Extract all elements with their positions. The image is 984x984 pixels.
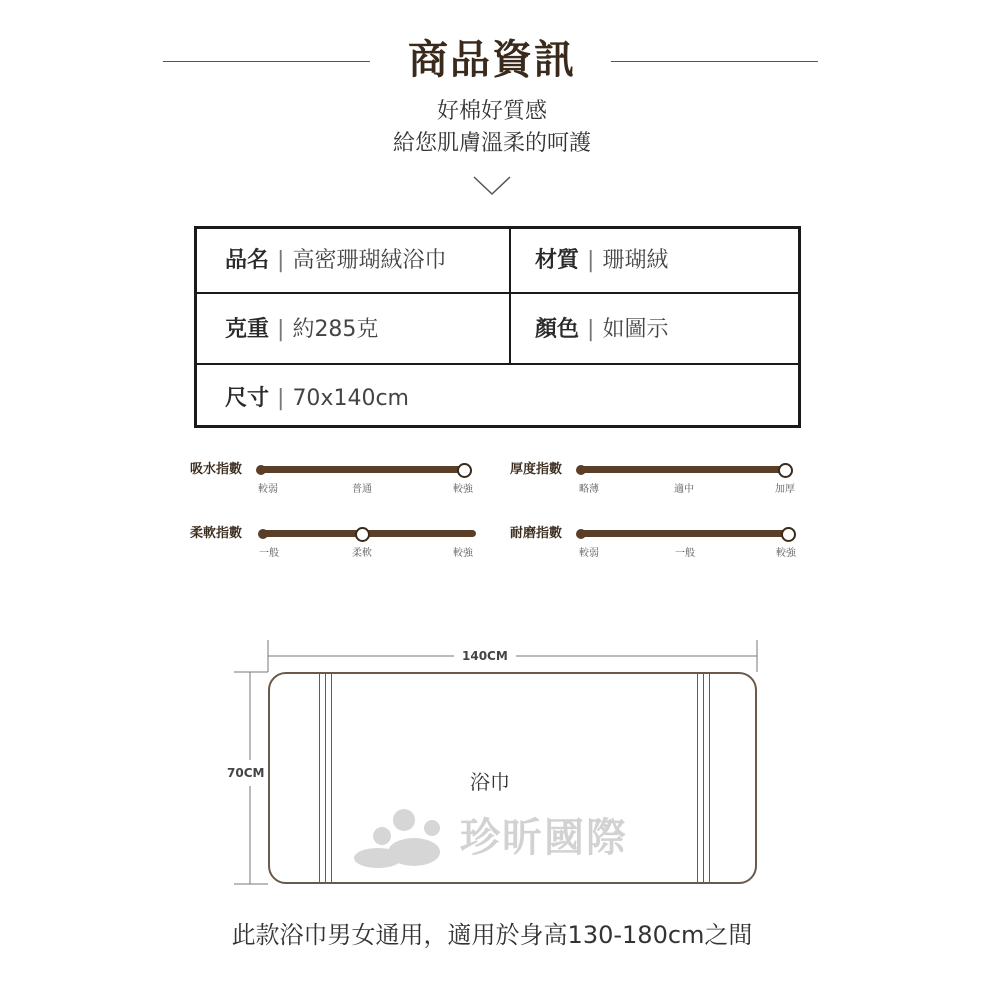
spec-material-key: 材質 <box>535 248 580 273</box>
thickness-tick-high: 加厚 <box>775 484 795 495</box>
towel-label: 浴巾 <box>470 770 510 794</box>
spec-separator: | <box>587 317 595 342</box>
spec-separator: | <box>277 317 285 342</box>
towel-stripe <box>709 674 710 882</box>
thickness-tick-mid: 適中 <box>674 484 694 495</box>
thickness-tick-low: 略薄 <box>579 484 599 495</box>
softness-tick-mid: 柔軟 <box>352 548 372 559</box>
watermark-logo-icon <box>352 806 452 870</box>
absorb-tick-high: 較強 <box>453 484 473 495</box>
absorb-tick-mid: 普通 <box>352 484 372 495</box>
spec-color-key: 顏色 <box>535 317 580 342</box>
spec-weight-key: 克重 <box>225 317 270 342</box>
durability-tick-mid: 一般 <box>675 548 695 559</box>
durability-index-label: 耐磨指數 <box>510 526 563 541</box>
towel-stripe <box>703 674 704 882</box>
softness-tick-low: 一般 <box>259 548 279 559</box>
softness-tick-high: 較強 <box>453 548 473 559</box>
towel-stripe <box>697 674 698 882</box>
towel-stripe <box>331 674 332 882</box>
spec-separator: | <box>277 248 285 273</box>
footer-note: 此款浴巾男女通用，適用於身高130-180cm之間 <box>231 921 753 949</box>
durability-tick-high: 較強 <box>776 548 796 559</box>
spec-separator: | <box>587 248 595 273</box>
softness-index-label: 柔軟指數 <box>190 526 243 541</box>
spec-size-value: 70x140cm <box>292 386 409 411</box>
spec-color-value: 如圖示 <box>602 317 669 342</box>
spec-weight-value: 約285克 <box>292 317 379 342</box>
watermark-text: 珍昕國際 <box>460 815 628 861</box>
durability-tick-low: 較弱 <box>579 548 599 559</box>
thickness-index-label: 厚度指數 <box>510 462 563 477</box>
subtitle-line-2: 給您肌膚溫柔的呵護 <box>392 131 591 156</box>
spec-name-value: 高密珊瑚絨浴巾 <box>292 248 447 273</box>
absorb-tick-low: 較弱 <box>258 484 278 495</box>
towel-stripe <box>325 674 326 882</box>
height-dimension-label: 70CM <box>227 766 265 780</box>
page-title: 商品資訊 <box>408 37 576 83</box>
towel-stripe <box>319 674 320 882</box>
absorb-index-label: 吸水指數 <box>190 462 243 477</box>
spec-separator: | <box>277 386 285 411</box>
spec-size-key: 尺寸 <box>225 386 270 411</box>
spec-material-value: 珊瑚絨 <box>602 248 669 273</box>
subtitle-line-1: 好棉好質感 <box>436 99 547 124</box>
spec-name-key: 品名 <box>225 248 270 273</box>
width-dimension-label: 140CM <box>462 649 508 663</box>
